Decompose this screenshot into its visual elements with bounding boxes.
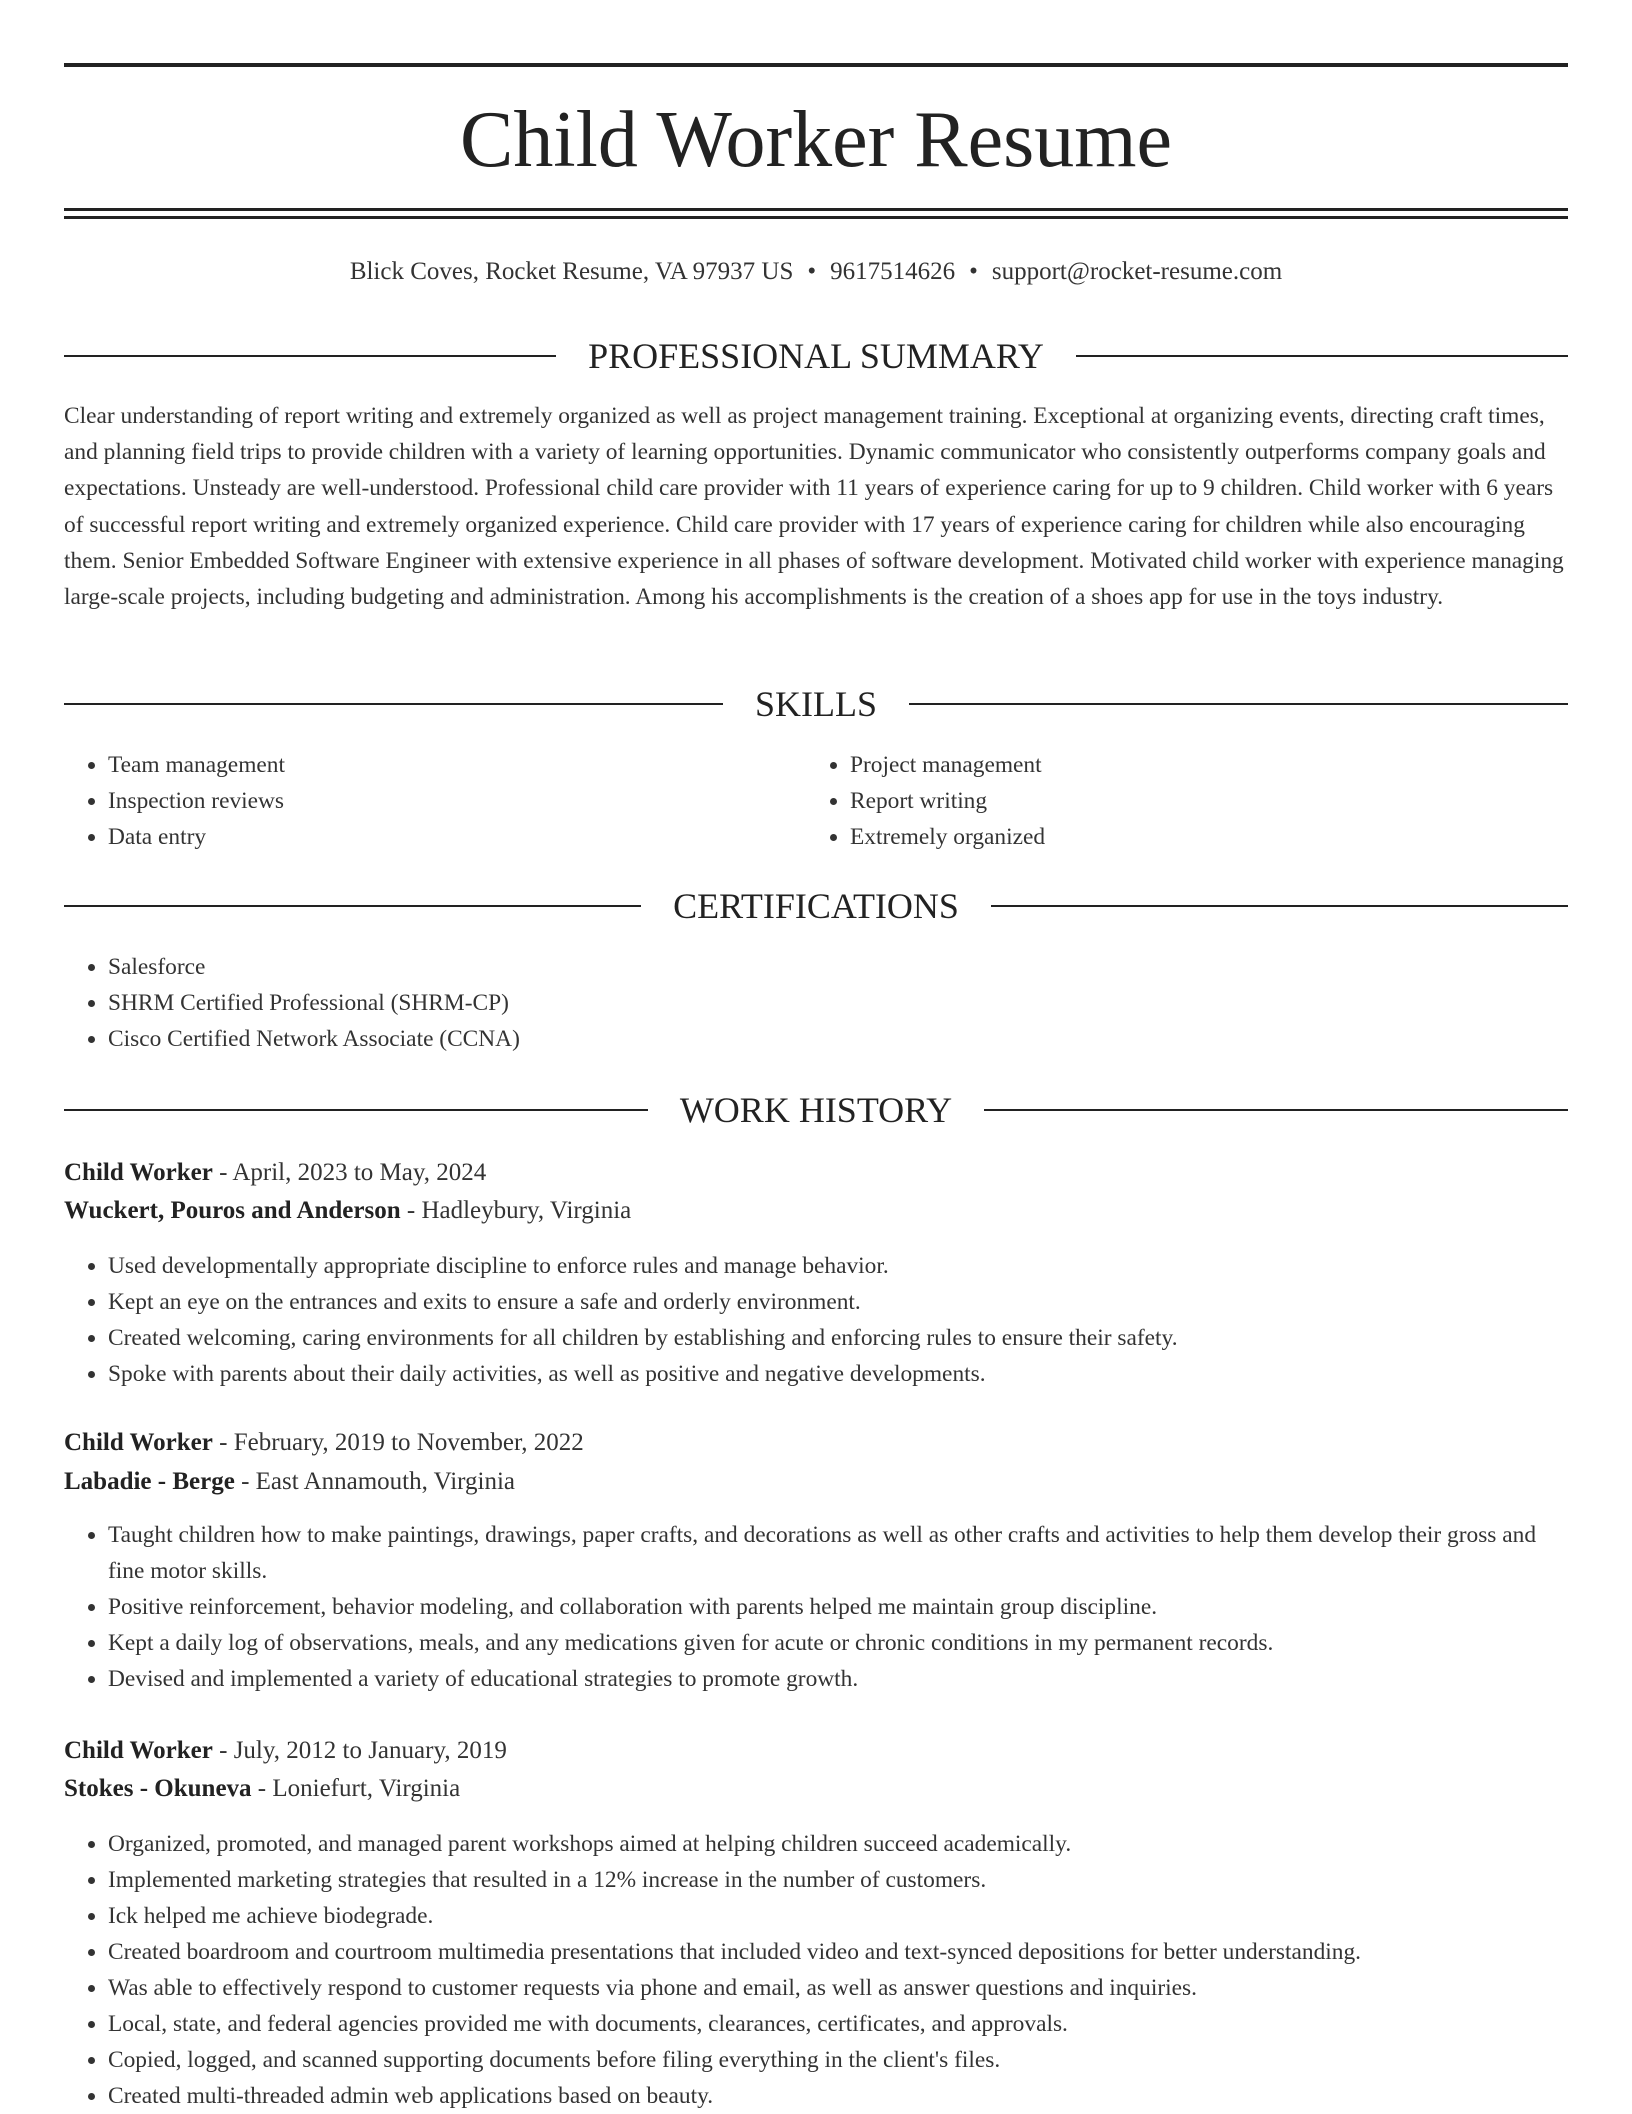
job-employer: Labadie - Berge: [64, 1468, 235, 1495]
contact-email: support@rocket-resume.com: [991, 258, 1283, 285]
skills-list-left: [64, 747, 764, 855]
contact-separator: •: [969, 258, 978, 285]
job-duty: • Created boardroom and courtroom multimedia presentations that included video and text-synced depositions for better understanding.: [108, 1934, 1568, 1970]
job-duties: [64, 1248, 1568, 1392]
job-duty: • Created welcoming, caring environments for all children by establishing and enforcing rules to ensure their safety.: [108, 1320, 1568, 1356]
title-rule-upper: [64, 208, 1568, 211]
skill-item: • Project management: [850, 747, 1506, 783]
job-duty: • Taught children how to make paintings, drawings, paper crafts, and decorations as well as other crafts and activities to help them develop their gross and fine motor skills.: [108, 1517, 1568, 1589]
certification-item: • Salesforce: [108, 949, 1064, 985]
skill-item: • Report writing: [850, 783, 1506, 819]
job-duties-list: [64, 1517, 1568, 1697]
section-title-skills: SKILLS: [755, 684, 878, 724]
title-rule-lower: [64, 216, 1568, 219]
resume-title: Child Worker Resume: [460, 96, 1172, 184]
certifications-list: [64, 949, 1064, 1057]
section-header-skills: [64, 682, 1568, 726]
certification-item: • Cisco Certified Network Associate (CCNA): [108, 1021, 1064, 1057]
job-title: Child Worker: [64, 1159, 213, 1186]
section-title-summary: PROFESSIONAL SUMMARY: [588, 336, 1044, 376]
job-duties-list: [64, 1248, 1568, 1392]
job-duty: • Used developmentally appropriate discipline to enforce rules and manage behavior.: [108, 1248, 1568, 1284]
job-title: Child Worker: [64, 1737, 213, 1764]
job-duty: • Organized, promoted, and managed parent workshops aimed at helping children succeed academically.: [108, 1826, 1568, 1862]
skill-item: • Data entry: [108, 819, 764, 855]
job-duty: • Spoke with parents about their daily activities, as well as positive and negative developments.: [108, 1356, 1568, 1392]
skills-list-right: [806, 747, 1506, 855]
job-employer-line: [64, 1463, 1568, 1501]
job-title-line: [64, 1732, 1568, 1770]
job-duty: • Positive reinforcement, behavior modeling, and collaboration with parents helped me maintain group discipline.: [108, 1589, 1568, 1625]
contact-address: Blick Coves, Rocket Resume, VA 97937 US: [349, 258, 794, 285]
section-rule: [984, 1109, 1568, 1111]
job-dates: - July, 2012 to January, 2019: [212, 1737, 507, 1764]
section-rule: [64, 905, 641, 907]
job-location: - Hadleybury, Virginia: [400, 1197, 632, 1224]
job-location: - East Annamouth, Virginia: [234, 1468, 516, 1495]
job-title-line: [64, 1154, 1568, 1192]
skill-item: • Inspection reviews: [108, 783, 764, 819]
skills-column-right: [806, 747, 1506, 855]
contact-phone: 9617514626: [830, 258, 956, 285]
certification-item: • SHRM Certified Professional (SHRM-CP): [108, 985, 1064, 1021]
job-duty: • Local, state, and federal agencies provided me with documents, clearances, certificates, and approvals.: [108, 2006, 1568, 2042]
skill-item: • Extremely organized: [850, 819, 1506, 855]
top-rule: [64, 63, 1568, 67]
section-title-certifications: CERTIFICATIONS: [673, 886, 959, 926]
job-duty: • Kept an eye on the entrances and exits to ensure a safe and orderly environment.: [108, 1284, 1568, 1320]
job-title: Child Worker: [64, 1429, 213, 1456]
job-duty: • Ick helped me achieve biodegrade.: [108, 1898, 1568, 1934]
contact-separator: •: [807, 258, 817, 285]
skills-column-left: [64, 747, 764, 855]
job-duties-list: [64, 1826, 1568, 2114]
job-dates: - April, 2023 to May, 2024: [212, 1159, 487, 1186]
job-duty: • Implemented marketing strategies that resulted in a 12% increase in the number of customers.: [108, 1862, 1568, 1898]
section-rule: [64, 355, 556, 357]
job-duties: [64, 1826, 1568, 2114]
section-rule: [64, 1109, 648, 1111]
certifications-block: [64, 949, 1064, 1057]
job-duty: • Kept a daily log of observations, meals, and any medications given for acute or chronic conditions in my permanent records.: [108, 1625, 1568, 1661]
job-employer-line: [64, 1192, 1568, 1230]
job-employer: Wuckert, Pouros and Anderson: [64, 1197, 401, 1224]
job-dates: - February, 2019 to November, 2022: [212, 1429, 584, 1456]
job-duties: [64, 1517, 1568, 1697]
section-rule: [991, 905, 1568, 907]
section-header-certifications: [64, 884, 1568, 928]
section-header-summary: [64, 334, 1568, 378]
skill-item: • Team management: [108, 747, 764, 783]
summary-text: Clear understanding of report writing and extremely organized as well as project management training. Exceptional at organizing events, directing craft times, and planning field trips to provide children with a variety of learning opportunities. Dynamic communicator who consistently outperforms company goals and expectations. Unsteady are well-understood. Professional child care provider with 11 years of experience caring for up to 9 children. Child worker with 6 years of successful report writing and extremely organized experience. Child care provider with 17 years of experience caring for children while also encouraging them. Senior Embedded Software Engineer with extensive experience in all phases of software development. Motivated child worker with experience managing large-scale projects, including budgeting and administration. Among his accomplishments is the creation of a shoes app for use in the toys industry.: [64, 403, 1564, 611]
job-location: - Loniefurt, Virginia: [251, 1775, 461, 1802]
job-duty: • Created multi-threaded admin web applications based on beauty.: [108, 2078, 1568, 2114]
job-employer: Stokes - Okuneva: [64, 1775, 252, 1802]
job-employer-line: [64, 1770, 1568, 1808]
job-duty: • Devised and implemented a variety of educational strategies to promote growth.: [108, 1661, 1568, 1697]
section-title-work-history: WORK HISTORY: [679, 1090, 953, 1130]
section-rule: [64, 703, 723, 705]
job-duty: • Copied, logged, and scanned supporting documents before filing everything in the client's files.: [108, 2042, 1568, 2078]
job-title-line: [64, 1424, 1568, 1462]
section-rule: [909, 703, 1568, 705]
section-rule: [1076, 355, 1568, 357]
section-header-work-history: [64, 1088, 1568, 1132]
job-duty: • Was able to effectively respond to customer requests via phone and email, as well as answer questions and inquiries.: [108, 1970, 1568, 2006]
contact-line: [64, 254, 1568, 290]
